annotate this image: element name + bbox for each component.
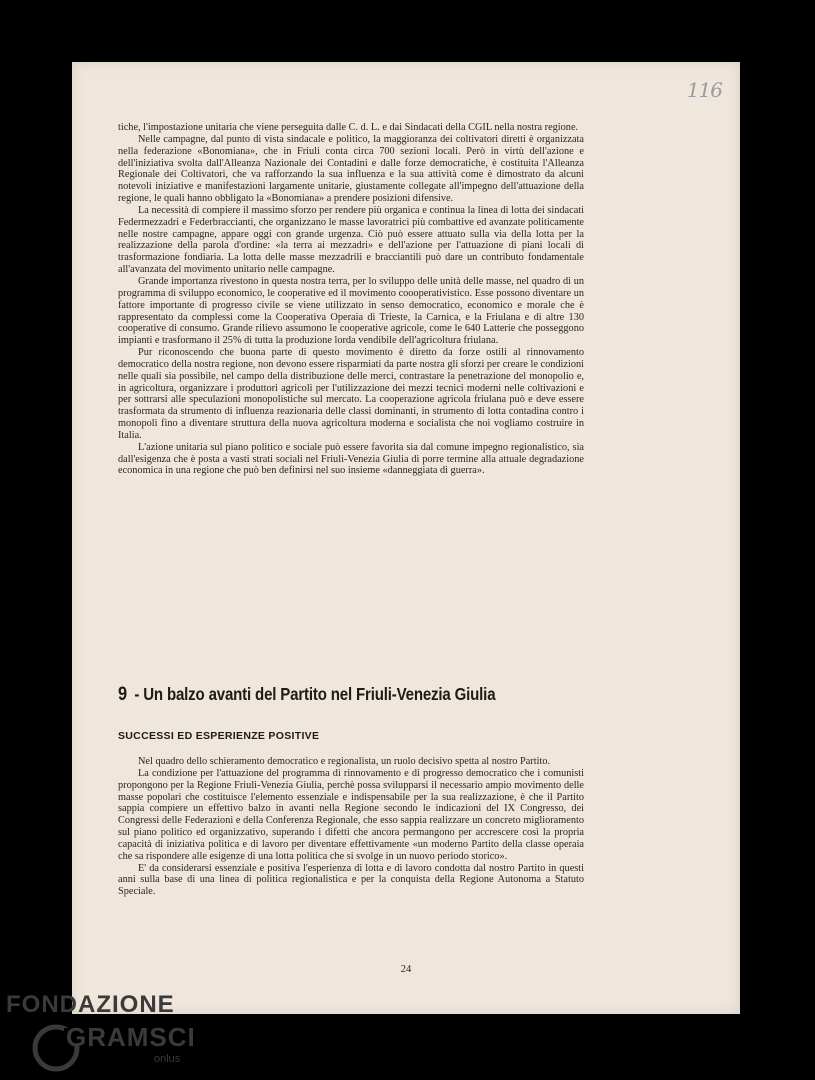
section-subheading: SUCCESSI ED ESPERIENZE POSITIVE (118, 730, 320, 742)
paragraph: E' da considerarsi essenziale e positiva l'esperienza di lotta e di lavoro condotta dal nostro Partito in questi anni sulla base di una linea di politica regionalistica e per la conquista della Regione Autonoma a Statuto Speciale. (118, 862, 584, 898)
watermark-line1: FONDAZIONE (6, 991, 175, 1018)
paragraph: Pur riconoscendo che buona parte di questo movimento è diretto da forze ostili al rinnovamento democratico della nostra regione, non devono essere risparmiati da parte nostra gli sforzi per creare le condizioni nelle quali sia possibile, nel campo della distribuzione delle merci, contrastare la penetrazione del monopolio e, in agricoltura, organizzare i produttori agricoli per l'utilizzazione dei mezzi tecnici moderni nelle coltivazioni e per sottrarsi alle speculazioni monopolistiche sul mercato. La cooperazione agricola friulana può e deve essere trasformata da strumento di influenza reazionaria delle classi dominanti, in strumento di lotta contadina contro i monopoli fino a diventare struttura della nuova agricoltura moderna e socialista che noi vogliamo costruire in Italia. (118, 347, 584, 441)
document-page (72, 62, 740, 1014)
section-title (118, 684, 531, 706)
archive-page-stamp: 116 (686, 78, 722, 102)
paragraph: La condizione per l'attuazione del programma di rinnovamento e di progresso democratico che i comunisti propongono per la Regione Friuli-Venezia Giulia, perchè possa svilupparsi il necessario ampio movimento delle masse popolari che costituisce l'elemento essenziale e indispensabile per la sua realizzazione, è che il Partito sappia compiere un effettivo balzo in avanti nella Regione secondo le indicazioni del IX Congresso, dei Congressi delle Federazioni e della Conferenza Regionale, che esso sappia realizzare un concreto miglioramento sul piano politico ed organizzativo, superando i difetti che ancora permangono per accrescere così la propria capacità di iniziativa politica e di lavoro per diventare effettivamente «un moderno Partito della classe operaia che sa rispondere alle esigenze di una lotta politica che si svolge in un nuovo periodo storico». (118, 767, 584, 862)
paragraph: Grande importanza rivestono in questa nostra terra, per lo sviluppo delle unità delle masse, nel quadro di un programma di sviluppo economico, le cooperative ed il movimento coooperativistico. Esse possono diventare un fattore importante di progresso civile se viene utilizzato in senso democratico, economico e morale che è rappresentato da complessi come la Cooperativa Operaia di Trieste, la Carnica, e la Friulana e di altre 130 cooperative di consumo. Grande rilievo assumono le cooperative agricole, come le 640 Latterie che posseggono impianti e trasformano il 25% di tutta la produzione lorda vendibile dell'agricoltura friulana. (118, 275, 584, 347)
section-number: 9 (118, 684, 127, 705)
paragraph: L'azione unitaria sul piano politico e sociale può essere favorita sia dal comune impegno regionalistico, sia dall'esigenza che è posta a vasti strati sociali nel Friuli-Venezia Giulia di porre termine alla attuale degradazione economica in una regione che può ben definirsi nel suo insieme «danneggiata di guerra». (118, 441, 584, 477)
section-title-text: - Un balzo avanti del Partito nel Friuli-Venezia Giulia (134, 684, 496, 704)
watermark-line2: GRAMSCI (66, 1022, 196, 1052)
paragraph: Nel quadro dello schieramento democratico e regionalista, un ruolo decisivo spetta al nostro Partito. (138, 756, 551, 767)
watermark-line3: onlus (154, 1053, 181, 1065)
paragraph: tiche, l'impostazione unitaria che viene perseguita dalle C. d. L. e dai Sindacati della CGIL nella nostra regione. (118, 122, 579, 133)
top-text-column (118, 122, 584, 477)
page-number: 24 (400, 964, 412, 975)
fondazione-gramsci-watermark (4, 990, 234, 1080)
bottom-text-column (118, 756, 584, 898)
paragraph: La necessità di compiere il massimo sforzo per rendere più organica e continua la linea di lotta dei sindacati Federmezzadri e Federbraccianti, che organizzano le masse lavoratrici più combattive ed avanzate politicamente nelle nostre campagne, appare oggi con grande urgenza. Ciò può essere attuato sulla via della lotta per la realizzazione della parola d'ordine: «la terra ai mezzadri» e dell'azione per l'attuazione di piani locali di trasformazione fondiaria. La lotta delle masse mezzadrili e bracciantili può dare un contributo fondamentale all'avanzata del movimento unitario nelle campagne. (118, 204, 584, 276)
paragraph: Nelle campagne, dal punto di vista sindacale e politico, la maggioranza dei coltivatori diretti è organizzata nella federazione «Bonomiana», che in Friuli conta circa 700 sezioni locali. Però in virtù dell'azione e dell'iniziativa svolta dall'Alleanza Nazionale dei Contadini e dalle forze democratiche, è costituita l'Alleanza Regionale dei Coltivatori, che va rafforzando la sua influenza e la sua attività come è dimostrato da alcuni notevoli iniziative e manifestazioni largamente unitarie, giustamente collegate all'impegno dell'attuazione della regione, le quali hanno obbligato la «Bonomiana» a prendere posizioni difensive. (118, 133, 584, 205)
